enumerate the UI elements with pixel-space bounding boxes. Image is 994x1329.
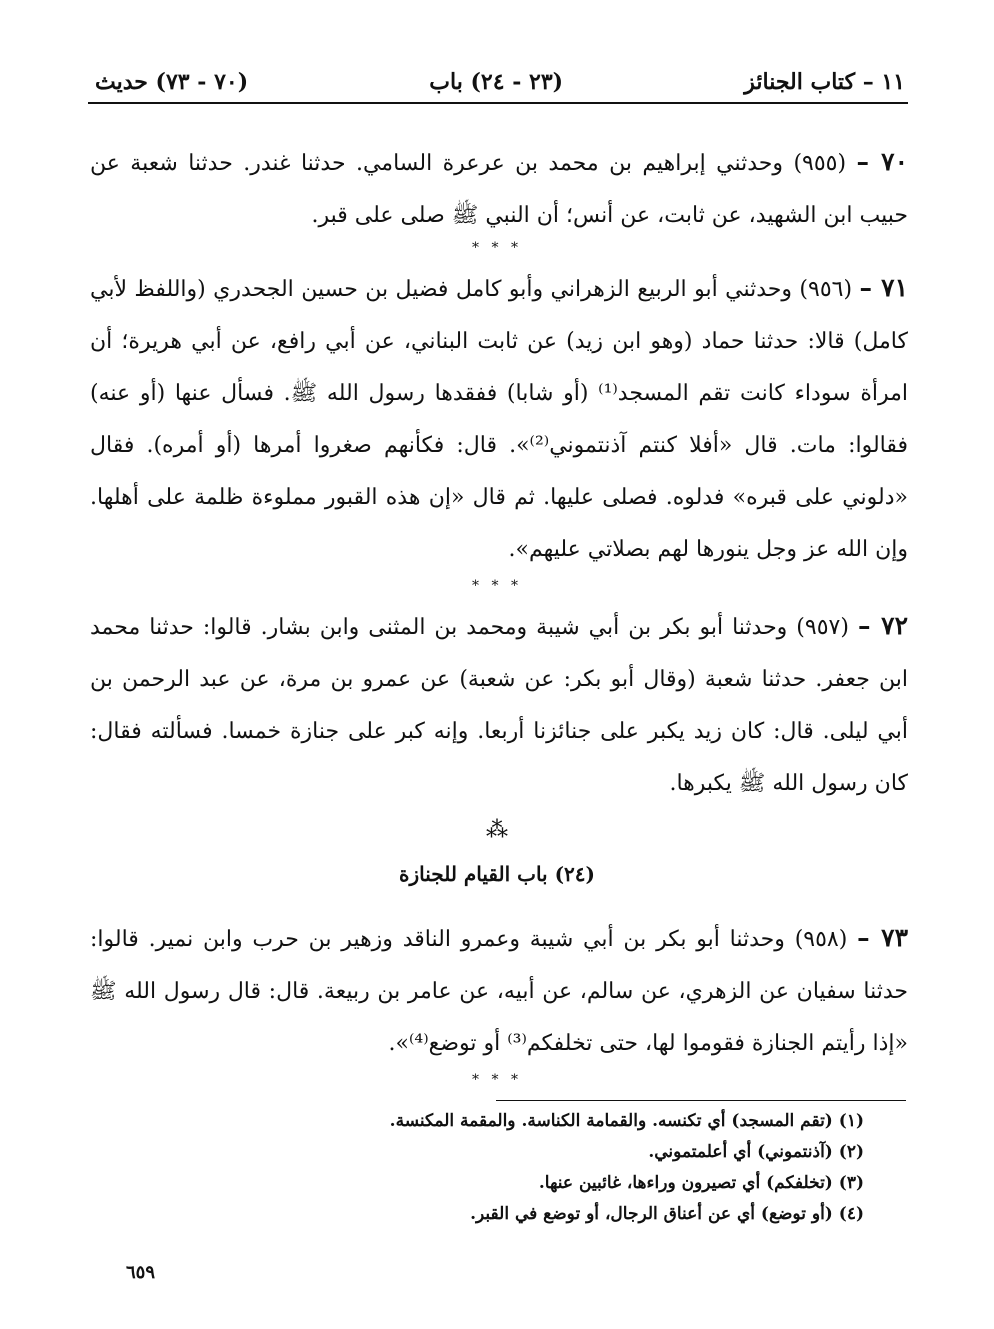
running-header — [95, 64, 905, 100]
header-book-title: ١١ – كتاب الجنائز — [744, 69, 905, 95]
hadith-number: ٧٢ – — [857, 611, 908, 640]
footnotes — [304, 1106, 864, 1230]
bab-title: (٢٤) باب القيام للجنازة — [399, 862, 595, 886]
hadith-number: ٧١ – — [859, 273, 908, 302]
section-mark: ⁂ — [486, 818, 508, 843]
header-hadith-range: (٧٠ - ٧٣) حديث — [95, 69, 249, 95]
hadith-number: ٧٠ – — [856, 147, 908, 176]
hadith-70 — [90, 136, 908, 242]
hadith-73 — [90, 912, 908, 1070]
hadith-71 — [90, 262, 908, 576]
header-bab-range: (٢٣ - ٢٤) باب — [429, 69, 564, 95]
header-rule — [88, 102, 908, 104]
hadith-number: ٧٣ – — [857, 923, 908, 952]
hadith-text: (٩٥٥) وحدثني إبراهيم بن محمد بن عرعرة السامي. حدثنا غندر. حدثنا شعبة عن حبيب ابن الشهيد، عن ثابت، عن أنس؛ أن النبي ﷺ صلى على قبر. — [90, 151, 908, 228]
hadith-text: (٩٥٦) وحدثني أبو الربيع الزهراني وأبو كامل فضيل بن حسين الجحدري (واللفظ لأبي كامل) قالا: حدثنا حماد (وهو ابن زيد) عن ثابت البناني، عن أبي رافع، عن أبي هريرة؛ أن امرأة سوداء كانت تقم المسجد⁽¹⁾ (أو شابا) ففقدها رسول الله ﷺ. فسأل عنها (أو عنه) فقالوا: مات. قال «أفلا كنتم آذنتموني⁽²⁾». قال: فكأنهم صغروا أمرها (أو أمره). فقال «دلوني على قبره» فدلوه. فصلى عليها. ثم قال «إن هذه القبور مملوءة ظلمة على أهلها. وإن الله عز وجل ينورها لهم بصلاتي عليهم». — [90, 277, 909, 562]
hadith-72 — [90, 600, 908, 810]
hadith-text: (٩٥٧) وحدثنا أبو بكر بن أبي شيبة ومحمد بن المثنى وابن بشار. قالوا: حدثنا محمد ابن جعفر. حدثنا شعبة (وقال أبو بكر: عن شعبة) عن عمرو بن مرة، عن عبد الرحمن بن أبي ليلى. قال: كان زيد يكبر على جنائزنا أربعا. وإنه كبر على جنازة خمسا. فسألته فقال: كان رسول الله ﷺ يكبرها. — [90, 615, 908, 796]
separator-stars: * * * — [472, 240, 522, 256]
footnote-3: (٣) (تخلفكم) أي تصيرون وراءها، غائبين عنها. — [538, 1173, 864, 1193]
footnote-rule — [496, 1100, 906, 1101]
separator-stars: * * * — [472, 1072, 522, 1088]
page-number: ٦٥٩ — [126, 1262, 156, 1283]
separator-stars: * * * — [472, 578, 522, 594]
footnote-4: (٤) (أو توضع) أي عن أعناق الرجال، أو توضع في القبر. — [470, 1204, 864, 1224]
footnote-1: (١) (تقم المسجد) أي تكنسه. والقمامة الكناسة. والمقمة المكنسة. — [389, 1111, 864, 1131]
footnote-2: (٢) (آذنتموني) أي أعلمتموني. — [648, 1142, 864, 1162]
hadith-text: (٩٥٨) وحدثنا أبو بكر بن أبي شيبة وعمرو الناقد وزهير بن حرب وابن نمير. قالوا: حدثنا سفيان عن الزهري، عن سالم، عن أبيه، عن عامر بن ربيعة. قال: قال رسول الله ﷺ «إذا رأيتم الجنازة فقوموا لها، حتى تخلفكم⁽³⁾ أو توضع⁽⁴⁾». — [90, 927, 908, 1056]
